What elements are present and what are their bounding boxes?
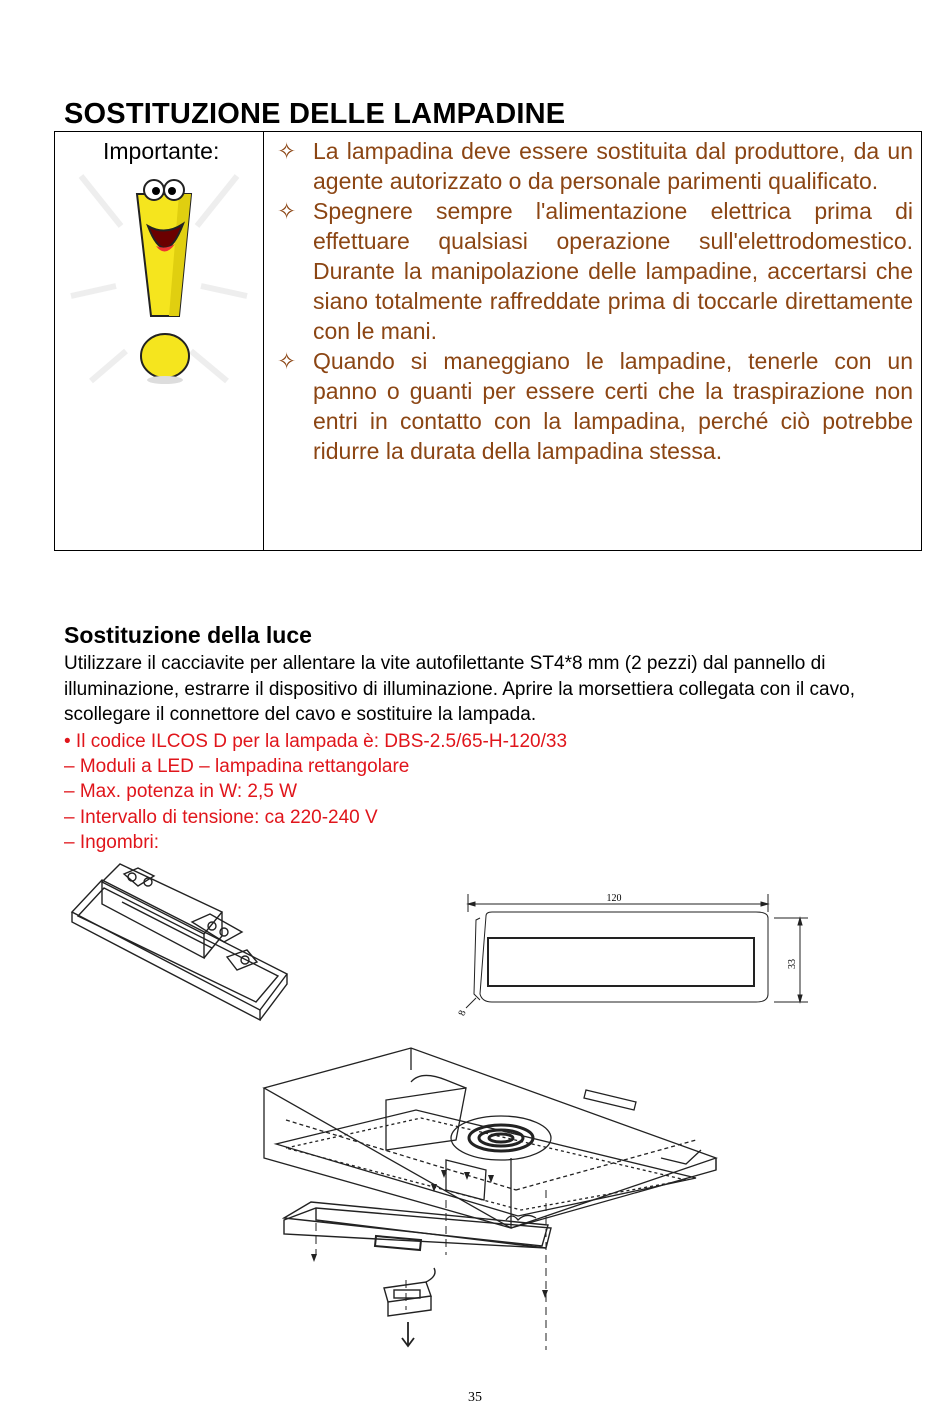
bullet-text: Quando si maneggiano le lampadine, tenerle con un panno o guanti per essere certi che la traspirazione non entri in contatto con la lampadina, perché ciò potrebbe ridurre la durata della lampadina stessa. — [313, 348, 913, 464]
dimension-depth-label: 8 — [456, 1008, 469, 1018]
spec-dimensions: – Ingombri: — [64, 831, 160, 853]
bullet-item — [273, 346, 913, 466]
bullet-item — [273, 136, 913, 196]
bullet-text: La lampadina deve essere sostituita dal produttore, da un agente autorizzato o da personale parimenti qualificato. — [313, 138, 913, 194]
dimension-height-label: 33 — [787, 959, 798, 969]
important-label: Importante: — [103, 138, 220, 164]
spec-led-module: – Moduli a LED – lampadina rettangolare — [64, 756, 410, 778]
section-title: Sostituzione della luce — [64, 622, 312, 648]
page-heading: SOSTITUZIONE DELLE LAMPADINE — [64, 98, 566, 130]
dimension-width-label: 120 — [606, 893, 622, 904]
bullet-text: Spegnere sempre l'alimentazione elettrica prima di effettuare qualsiasi operazione sull'elettrodomestico. Durante la manipolazione delle lampadine, accertarsi che siano totalmente raffreddate prima di toccarle direttamente con le mani. — [313, 198, 913, 344]
section-body: Utilizzare il cacciavite per allentare la vite autofilettante ST4*8 mm (2 pezzi) dal pannello di illuminazione, estrarre il dispositivo di illuminazione. Aprire la morsettiera collegata con il cavo, scollegare il connettore del cavo e sostituire la lampada. — [64, 653, 855, 725]
led-module-illustration — [62, 862, 292, 1022]
table-divider — [263, 132, 264, 550]
page-number: 35 — [468, 1390, 482, 1405]
four-point-star-icon: ✧ — [277, 198, 297, 224]
important-bullet-list — [273, 136, 913, 466]
bullet-item — [273, 196, 913, 346]
spec-max-power: – Max. potenza in W: 2,5 W — [64, 781, 298, 803]
four-point-star-icon: ✧ — [277, 348, 297, 374]
exclamation-mascot-icon — [61, 166, 257, 398]
spec-list — [64, 729, 567, 855]
dimension-drawing — [456, 890, 816, 1020]
important-notice-table — [54, 131, 922, 551]
four-point-star-icon: ✧ — [277, 138, 297, 164]
spec-ilcos-code: • Il codice ILCOS D per la lampada è: DBS-2.5/65-H-120/33 — [64, 731, 568, 752]
hood-exploded-view — [256, 1040, 726, 1390]
spec-voltage-range: – Intervallo di tensione: ca 220-240 V — [64, 806, 378, 828]
